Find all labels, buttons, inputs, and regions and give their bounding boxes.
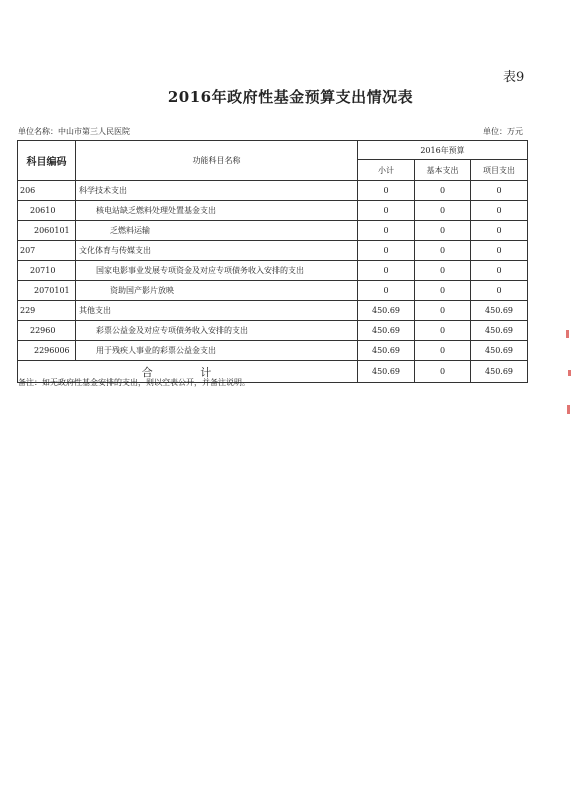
header-code: 科目编码 bbox=[18, 141, 76, 181]
row-code: 229 bbox=[18, 301, 76, 321]
footnote: 备注：如无政府性基金安排的支出，则以空表公开，并备注说明。 bbox=[18, 378, 250, 387]
header-basic: 基本支出 bbox=[415, 160, 471, 181]
page-number: 表9 bbox=[503, 70, 525, 85]
red-mark bbox=[566, 330, 569, 338]
row-name: 文化体育与传媒支出 bbox=[76, 241, 358, 261]
header-project: 项目支出 bbox=[471, 160, 528, 181]
row-subtotal: 0 bbox=[358, 201, 415, 221]
table-row bbox=[18, 241, 528, 261]
total-subtotal: 450.69 bbox=[358, 361, 415, 383]
row-basic: 0 bbox=[415, 201, 471, 221]
red-mark bbox=[567, 405, 570, 414]
table-row bbox=[18, 321, 528, 341]
row-code: 20610 bbox=[18, 201, 76, 221]
row-basic: 0 bbox=[415, 241, 471, 261]
row-project: 450.69 bbox=[471, 321, 528, 341]
page-title: 2016年政府性基金预算支出情况表 bbox=[167, 88, 414, 106]
table-row bbox=[18, 301, 528, 321]
row-name: 核电站缺乏燃料处理处置基金支出 bbox=[76, 201, 358, 221]
row-subtotal: 0 bbox=[358, 181, 415, 201]
table-row bbox=[18, 281, 528, 301]
row-code: 20710 bbox=[18, 261, 76, 281]
row-subtotal: 0 bbox=[358, 241, 415, 261]
table-row bbox=[18, 181, 528, 201]
row-code: 2296006 bbox=[18, 341, 76, 361]
row-name: 科学技术支出 bbox=[76, 181, 358, 201]
row-code: 2060101 bbox=[18, 221, 76, 241]
unit-label: 单位：万元 bbox=[483, 127, 523, 136]
row-code: 206 bbox=[18, 181, 76, 201]
row-code: 2070101 bbox=[18, 281, 76, 301]
row-basic: 0 bbox=[415, 181, 471, 201]
table-row bbox=[18, 221, 528, 241]
header-budget-group: 2016年预算 bbox=[358, 141, 528, 160]
row-subtotal: 450.69 bbox=[358, 341, 415, 361]
row-subtotal: 0 bbox=[358, 281, 415, 301]
row-name: 用于残疾人事业的彩票公益金支出 bbox=[76, 341, 358, 361]
row-name: 国家电影事业发展专项资金及对应专项债务收入安排的支出 bbox=[76, 261, 358, 281]
row-subtotal: 450.69 bbox=[358, 321, 415, 341]
row-project: 0 bbox=[471, 261, 528, 281]
table-header-row bbox=[18, 141, 528, 160]
total-label: 合 计 bbox=[18, 361, 358, 383]
red-mark bbox=[568, 370, 571, 376]
row-subtotal: 0 bbox=[358, 261, 415, 281]
header-subtotal: 小计 bbox=[358, 160, 415, 181]
row-basic: 0 bbox=[415, 321, 471, 341]
row-name: 乏燃料运输 bbox=[76, 221, 358, 241]
row-code: 207 bbox=[18, 241, 76, 261]
total-basic: 0 bbox=[415, 361, 471, 383]
table-row bbox=[18, 261, 528, 281]
row-name: 资助国产影片放映 bbox=[76, 281, 358, 301]
row-basic: 0 bbox=[415, 221, 471, 241]
row-subtotal: 0 bbox=[358, 221, 415, 241]
row-project: 0 bbox=[471, 221, 528, 241]
row-project: 450.69 bbox=[471, 341, 528, 361]
row-subtotal: 450.69 bbox=[358, 301, 415, 321]
budget-table bbox=[17, 140, 528, 383]
row-name: 其他支出 bbox=[76, 301, 358, 321]
header-name: 功能科目名称 bbox=[76, 141, 358, 181]
table-row bbox=[18, 341, 528, 361]
row-basic: 0 bbox=[415, 281, 471, 301]
row-project: 0 bbox=[471, 201, 528, 221]
row-code: 22960 bbox=[18, 321, 76, 341]
row-project: 0 bbox=[471, 241, 528, 261]
total-project: 450.69 bbox=[471, 361, 528, 383]
row-name: 彩票公益金及对应专项债务收入安排的支出 bbox=[76, 321, 358, 341]
unit-name: 单位名称：中山市第三人民医院 bbox=[18, 127, 130, 136]
row-project: 0 bbox=[471, 281, 528, 301]
row-project: 450.69 bbox=[471, 301, 528, 321]
row-project: 0 bbox=[471, 181, 528, 201]
table-row bbox=[18, 201, 528, 221]
row-basic: 0 bbox=[415, 301, 471, 321]
row-basic: 0 bbox=[415, 261, 471, 281]
row-basic: 0 bbox=[415, 341, 471, 361]
